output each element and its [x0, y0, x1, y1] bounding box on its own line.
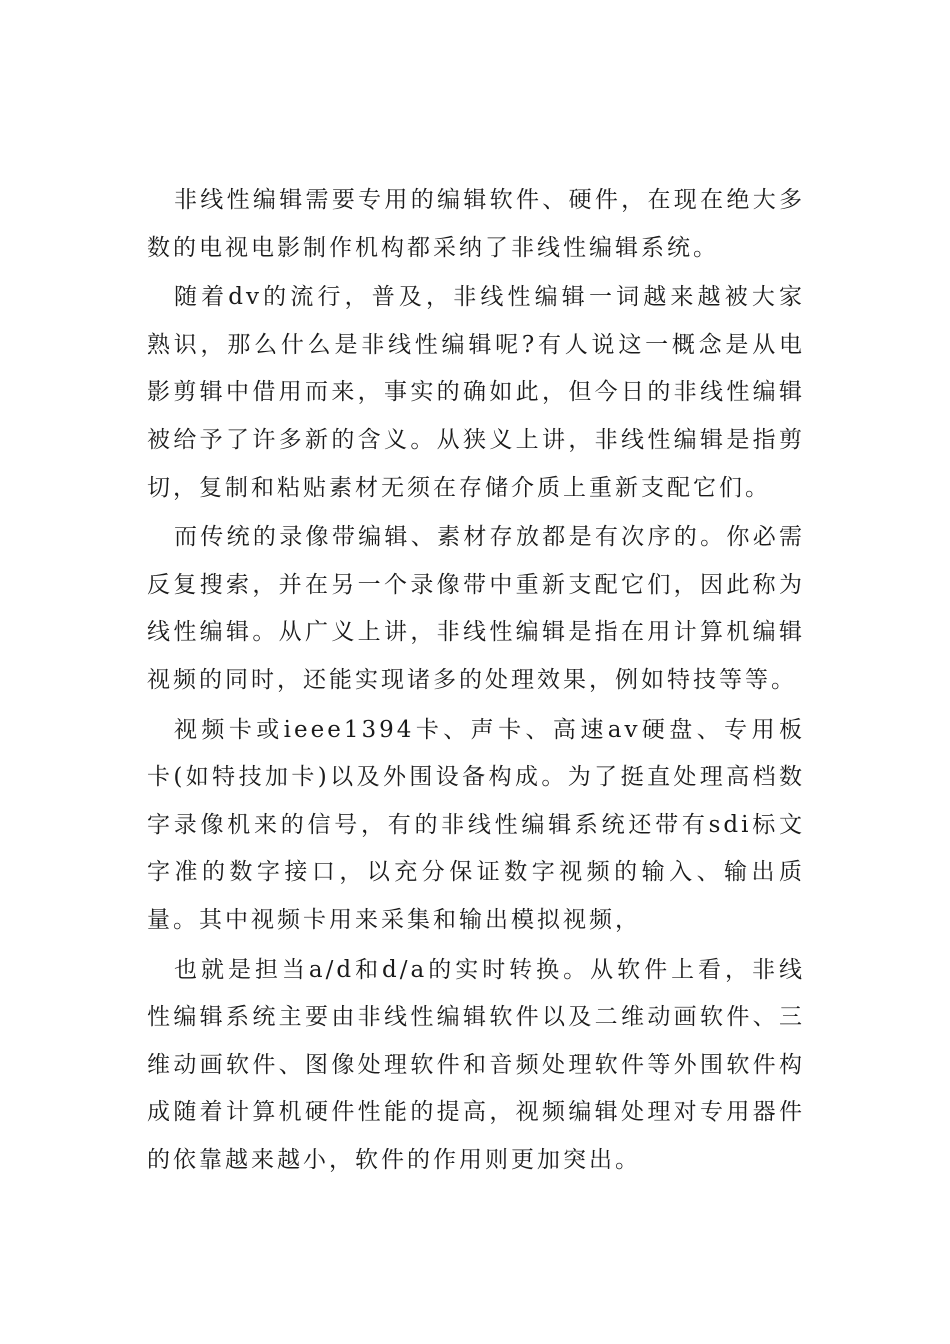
paragraph-1: 非线性编辑需要专用的编辑软件、硬件，在现在绝大多数的电视电影制作机构都采纳了非线性编辑系统。 [147, 187, 805, 261]
paragraph-5: 也就是担当a/d和d/a的实时转换。从软件上看，非线性编辑系统主要由非线性编辑软件以及二维动画软件、三维动画软件、图像处理软件和音频处理软件等外围软件构成随着计算机硬件性能的提高，视频编辑处理对专用器件的依靠越来越小，软件的作用则更加突出。 [147, 956, 805, 1173]
paragraph-4: 视频卡或ieee1394卡、声卡、高速av硬盘、专用板卡(如特技加卡)以及外围设备构成。为了挺直处理高档数字录像机来的信号，有的非线性编辑系统还带有sdi标文字准的数字接口，以充分保证数字视频的输入、输出质量。其中视频卡用来采集和输出模拟视频， [147, 716, 805, 933]
document-body [147, 177, 805, 1184]
paragraph-3: 而传统的录像带编辑、素材存放都是有次序的。你必需反复搜索，并在另一个录像带中重新支配它们，因此称为线性编辑。从广义上讲，非线性编辑是指在用计算机编辑视频的同时，还能实现诸多的处理效果，例如特技等等。 [147, 524, 805, 693]
paragraph-2: 随着dv的流行，普及，非线性编辑一词越来越被大家熟识，那么什么是非线性编辑呢?有人说这一概念是从电影剪辑中借用而来，事实的确如此，但今日的非线性编辑被给予了许多新的含义。从狭义上讲，非线性编辑是指剪切，复制和粘贴素材无须在存储介质上重新支配它们。 [147, 284, 805, 501]
